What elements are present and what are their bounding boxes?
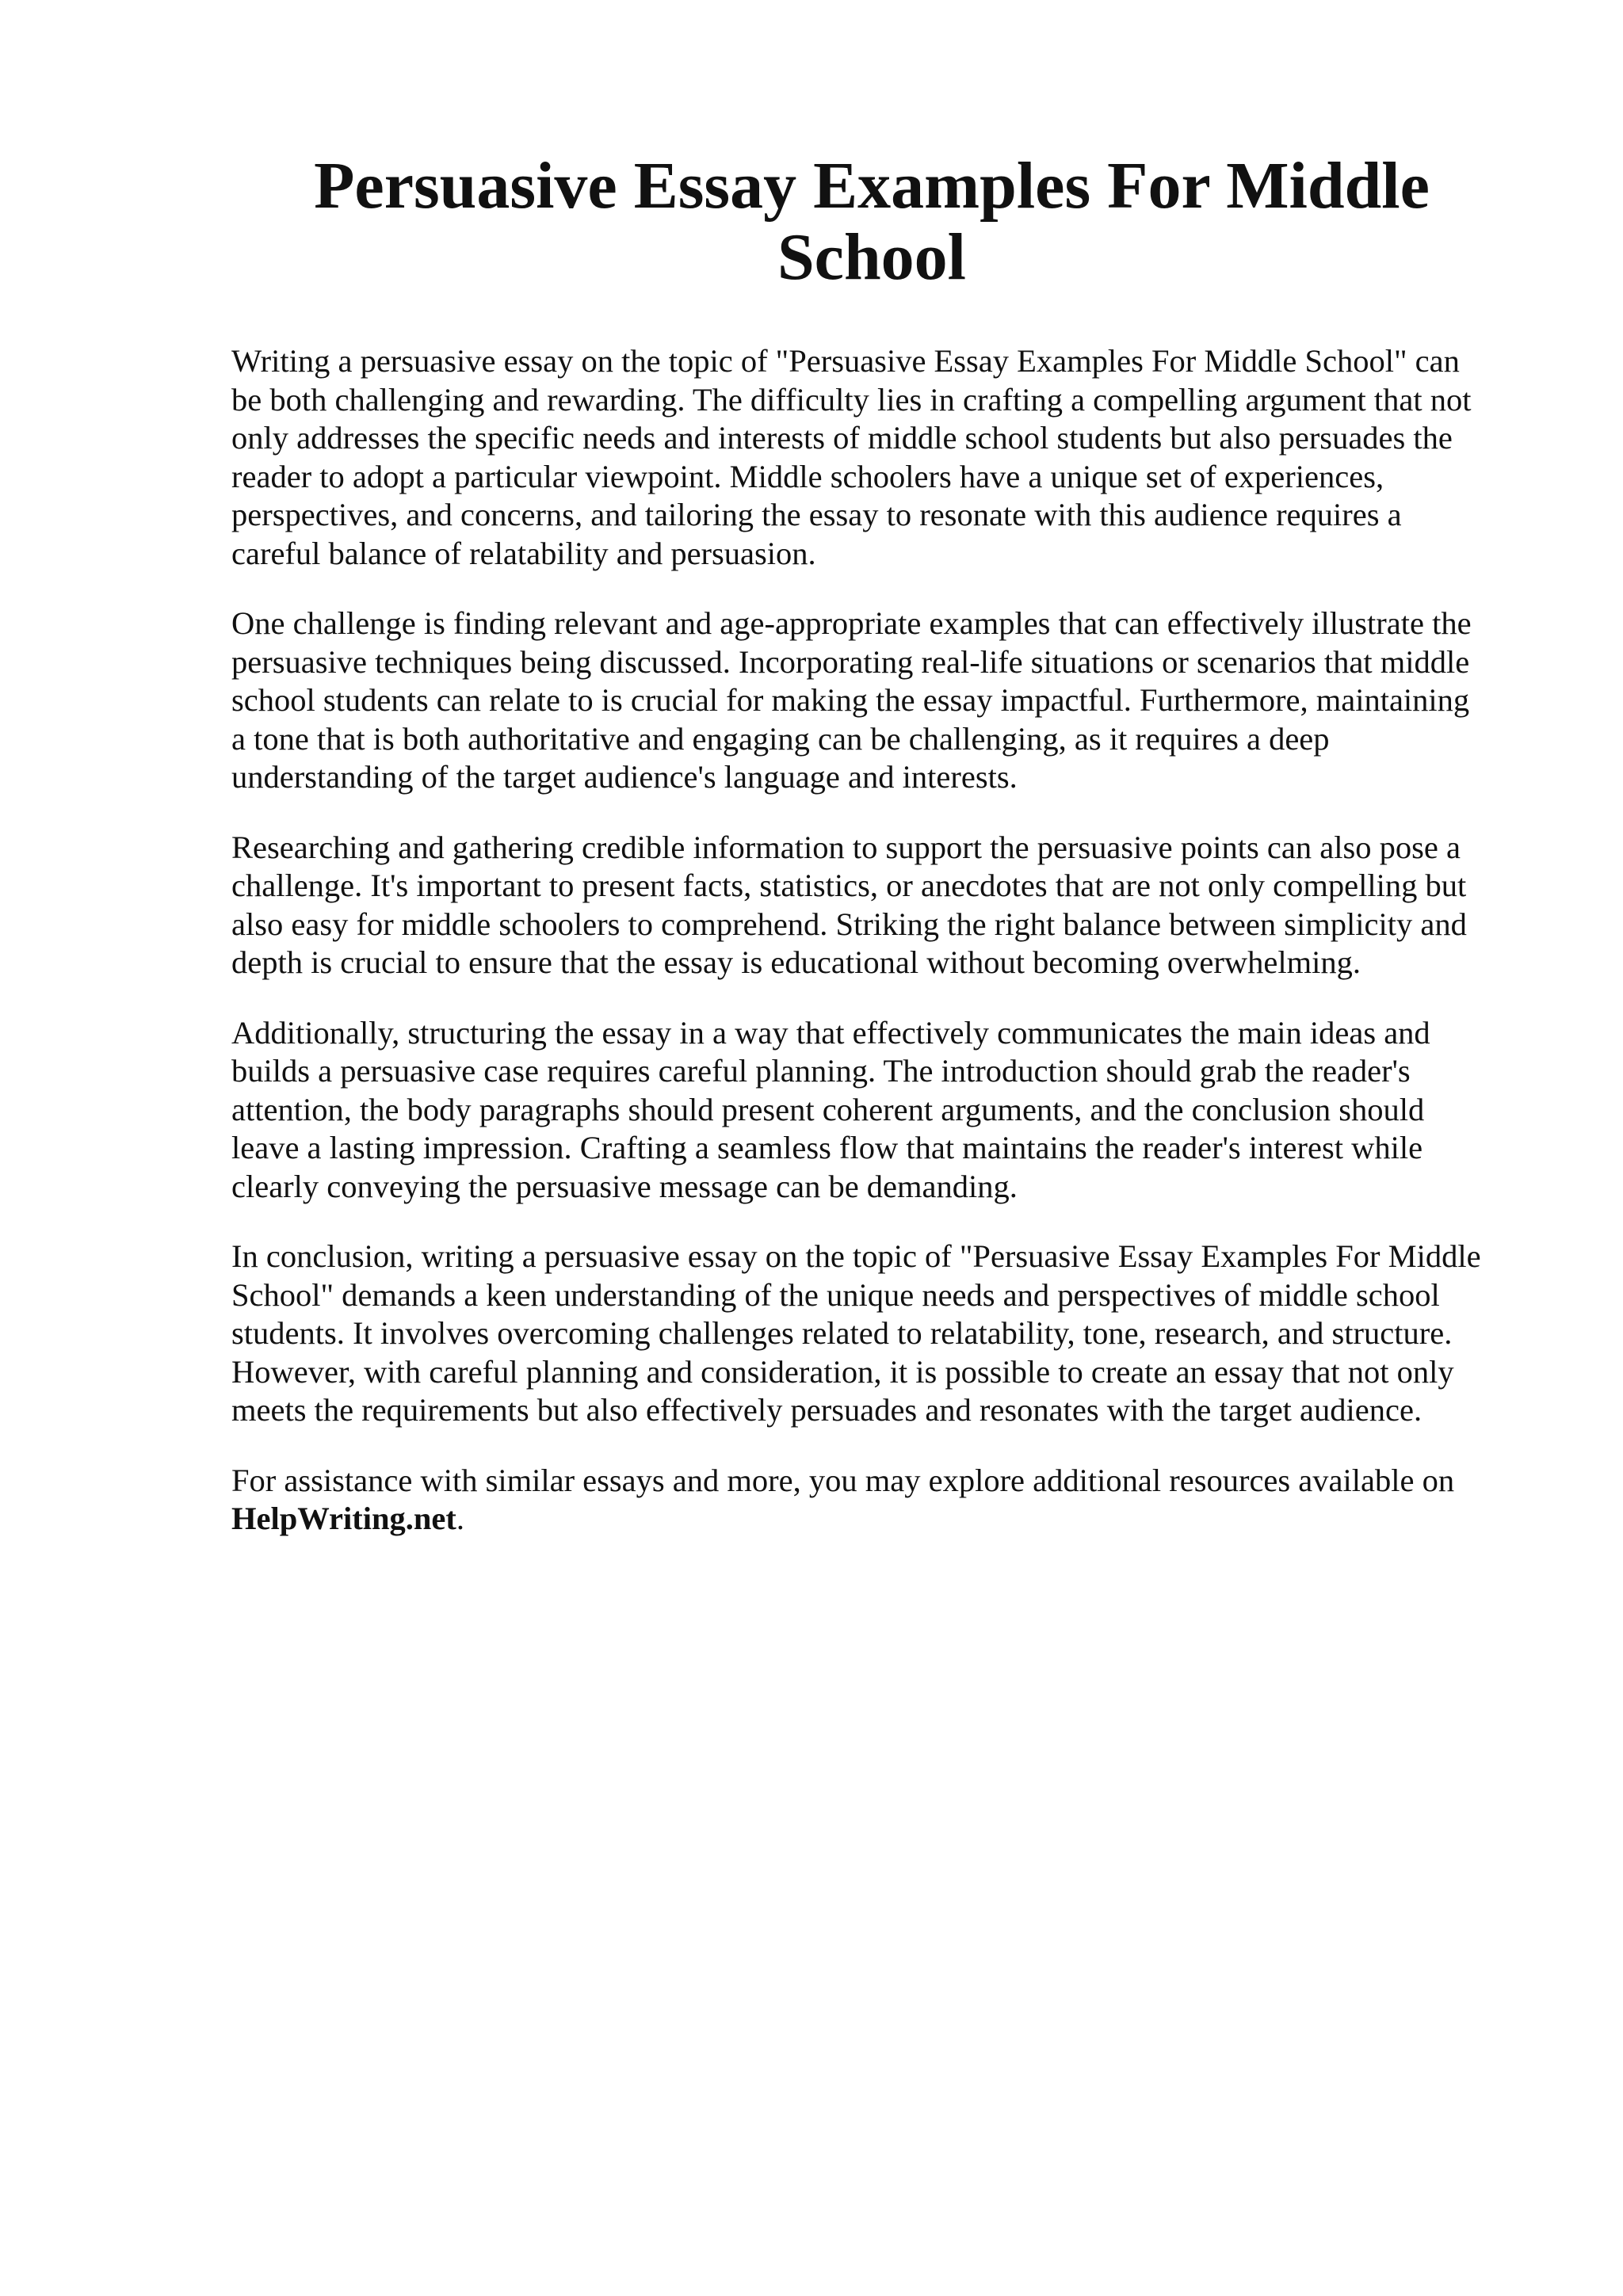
text-line: reader to adopt a particular viewpoint. Middle schoolers have a unique set of experiences, [231, 458, 1384, 494]
text-line: School" demands a keen understanding of the unique needs and perspectives of middle school [231, 1276, 1440, 1313]
paragraph-structure [231, 1014, 1522, 1207]
title-line: School [777, 220, 967, 294]
text-line: meets the requirements but also effectively persuades and resonates with the target audience. [231, 1392, 1423, 1428]
text-line: In conclusion, writing a persuasive essay on the topic of "Persuasive Essay Examples For Middle [231, 1238, 1481, 1274]
text-line: challenge. It's important to present facts, statistics, or anecdotes that are not only compelling but [231, 868, 1467, 903]
text-line: attention, the body paragraphs should present coherent arguments, and the conclusion should [231, 1091, 1425, 1127]
text-line: Researching and gathering credible information to support the persuasive points can also pose a [231, 829, 1461, 865]
text-line: perspectives, and concerns, and tailoring the essay to resonate with this audience requires a [231, 497, 1402, 532]
text-line: builds a persuasive case requires careful planning. The introduction should grab the reader's [231, 1053, 1411, 1089]
paragraph-research [231, 829, 1522, 982]
helpwriting-link[interactable]: HelpWriting.net [231, 1501, 456, 1536]
text-line: be both challenging and rewarding. The difficulty lies in crafting a compelling argument that not [231, 381, 1472, 418]
paragraph-intro [231, 342, 1522, 573]
text-line: clearly conveying the persuasive message can be demanding. [231, 1168, 1018, 1204]
text-line: However, with careful planning and consideration, it is possible to create an essay that not only [231, 1353, 1454, 1390]
text-line: persuasive techniques being discussed. Incorporating real-life situations or scenarios that middle [231, 643, 1470, 680]
text-line: school students can relate to is crucial for making the essay impactful. Furthermore, maintaining [231, 682, 1470, 718]
text-line: also easy for middle schoolers to comprehend. Striking the right balance between simplicity and [231, 906, 1467, 942]
text-line: careful balance of relatability and persuasion. [231, 535, 816, 571]
text-line: depth is crucial to ensure that the essay is educational without becoming overwhelming. [231, 944, 1361, 980]
paragraph-conclusion [231, 1238, 1522, 1430]
title-line: Persuasive Essay Examples For Middle [314, 149, 1430, 223]
paragraph-examples [231, 605, 1522, 797]
page-title [230, 151, 1514, 293]
essay-body [231, 342, 1522, 1570]
text-line: a tone that is both authoritative and engaging can be challenging, as it requires a deep [231, 720, 1330, 757]
text-line: Additionally, structuring the essay in a way that effectively communicates the main ideas and [231, 1014, 1430, 1051]
text-line: only addresses the specific needs and interests of middle school students but also persuades the [231, 420, 1453, 456]
text-line: students. It involves overcoming challenges related to relatability, tone, research, and structure. [231, 1315, 1453, 1351]
closing-link-line [231, 1500, 1522, 1539]
text-line: One challenge is finding relevant and age-appropriate examples that can effectively illustrate the [231, 605, 1472, 641]
paragraph-closing [231, 1462, 1522, 1539]
text-line: Writing a persuasive essay on the topic of "Persuasive Essay Examples For Middle School" can [231, 343, 1460, 379]
text-line: leave a lasting impression. Crafting a seamless flow that maintains the reader's interest while [231, 1130, 1423, 1165]
closing-punctuation: . [456, 1501, 465, 1536]
closing-text: For assistance with similar essays and more, you may explore additional resources available on [231, 1462, 1455, 1498]
text-line: understanding of the target audience's language and interests. [231, 759, 1018, 795]
